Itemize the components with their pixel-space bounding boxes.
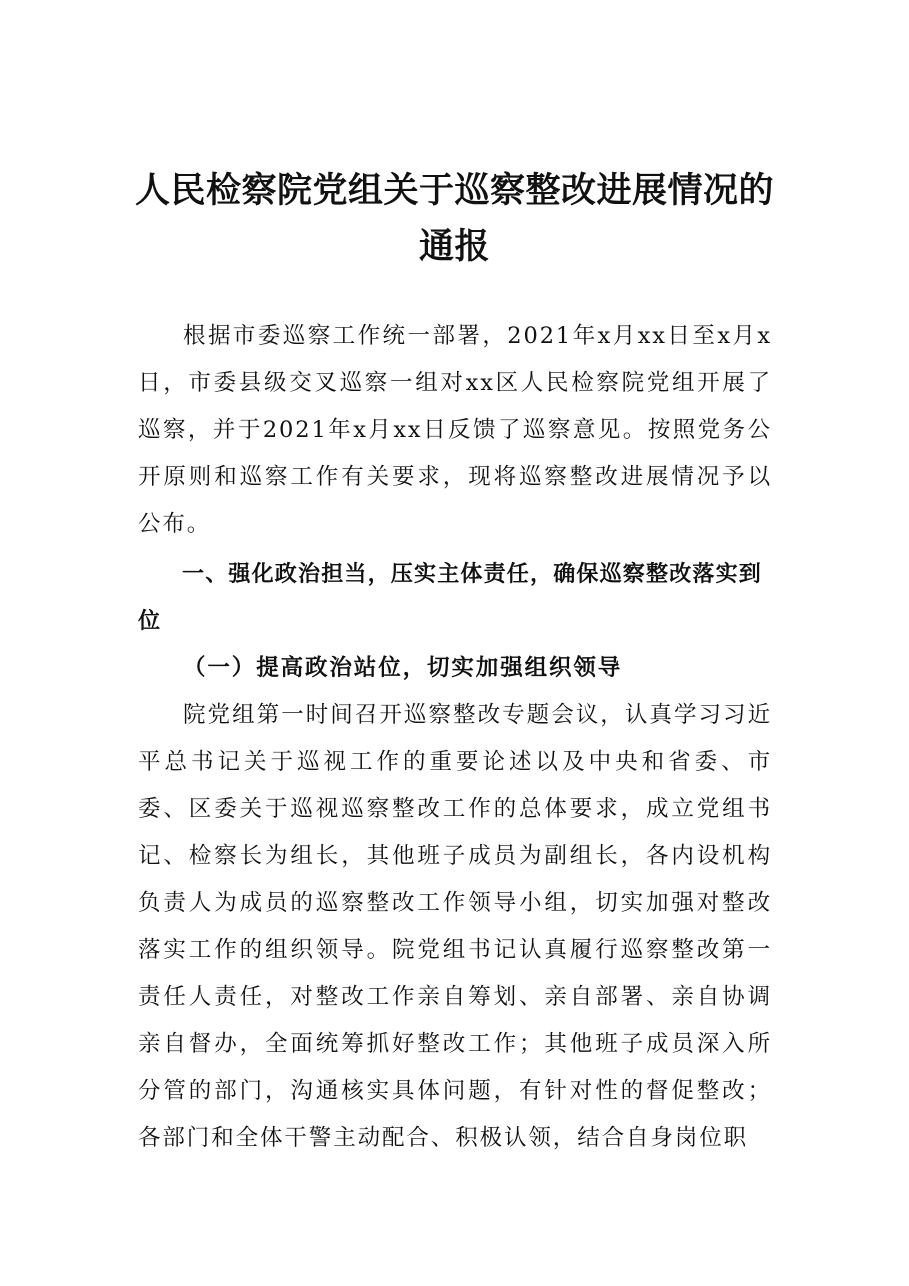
body-paragraph-1: 院党组第一时间召开巡察整改专题会议，认真学习习近平总书记关于巡视工作的重要论述以及中央和省委、市委、区委关于巡视巡察整改工作的总体要求，成立党组书记、检察长为组长，其他班子成员为副组长，各内设机构负责人为成员的巡察整改工作领导小组，切实加强对整改落实工作的组织领导。院党组书记认真履行巡察整改第一责任人责任，对整改工作亲自筹划、亲自部署、亲自协调亲自督办，全面统筹抓好整改工作；其他班子成员深入所分管的部门，沟通核实具体问题，有针对性的督促整改；各部门和全体干警主动配合、积极认领，结合自身岗位职: [138, 702, 772, 1151]
document-title: 人民检察院党组关于巡察整改进展情况的通报: [134, 170, 774, 267]
intro-paragraph: 根据市委巡察工作统一部署，2021年x月xx日至x月x日，市委县级交叉巡察一组对xx区人民检察院党组开展了巡察，并于2021年x月xx日反馈了巡察意见。按照党务公开原则和巡察工作有关要求，现将巡察整改进展情况予以公布。: [138, 323, 772, 537]
subsection-heading-1: （一）提高政治站位，切实加强组织领导: [183, 655, 623, 681]
section-heading-1: 一、强化政治担当，压实主体责任，确保巡察整改落实到位: [138, 562, 763, 634]
